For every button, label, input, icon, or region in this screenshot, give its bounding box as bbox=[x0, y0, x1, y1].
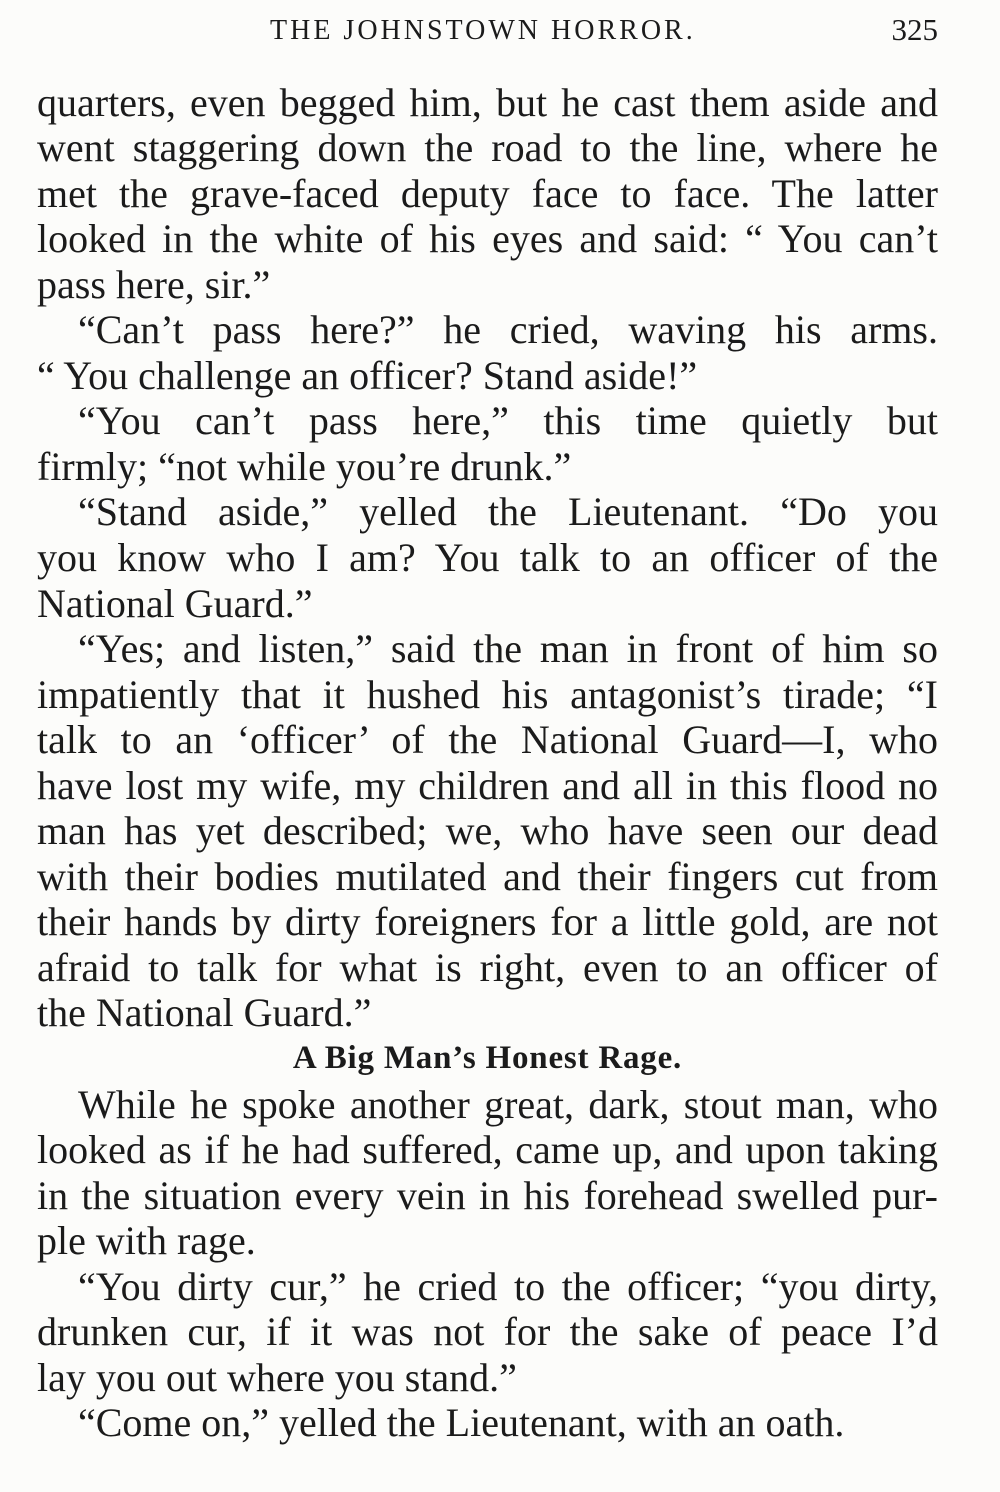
text-line: lay you out where you stand.” bbox=[37, 1354, 517, 1400]
text-line: in the situation every vein in his forehead swelled pur- bbox=[37, 1172, 938, 1218]
text-line: firmly; “not while you’re drunk.” bbox=[37, 443, 572, 489]
text-line: “You dirty cur,” he cried to the officer; “you dirty, bbox=[78, 1263, 938, 1309]
text-line: went staggering down the road to the line, where he bbox=[37, 125, 938, 171]
text-line: their hands by dirty foreigners for a little gold, are not bbox=[37, 899, 938, 945]
text-line: looked as if he had suffered, came up, and upon taking bbox=[37, 1127, 938, 1173]
text-line: afraid to talk for what is right, even to an officer of bbox=[37, 944, 938, 990]
text-line: impatiently that it hushed his antagonist’s tirade; “I bbox=[37, 671, 938, 717]
text-line: While he spoke another great, dark, stout man, who bbox=[78, 1081, 938, 1127]
text-line: quarters, even begged him, but he cast them aside and bbox=[37, 79, 938, 125]
running-head: THE JOHNSTOWN HORROR. bbox=[270, 15, 696, 46]
body-text bbox=[37, 80, 938, 1446]
text-line: “Yes; and listen,” said the man in front of him so bbox=[78, 626, 938, 672]
text-line: with their bodies mutilated and their fingers cut from bbox=[37, 853, 938, 899]
text-line: “You can’t pass here,” this time quietly but bbox=[78, 398, 938, 444]
text-line: looked in the white of his eyes and said: “ You can’t bbox=[37, 216, 938, 262]
text-line: “ You challenge an officer? Stand aside!” bbox=[37, 352, 698, 398]
text-line: ple with rage. bbox=[37, 1218, 256, 1264]
text-line: pass here, sir.” bbox=[37, 261, 271, 307]
section-heading: A Big Man’s Honest Rage. bbox=[292, 1039, 683, 1076]
text-line: “Can’t pass here?” he cried, waving his arms. bbox=[78, 307, 938, 353]
text-line: drunken cur, if it was not for the sake of peace I’d bbox=[37, 1309, 938, 1355]
text-line: National Guard.” bbox=[37, 580, 313, 626]
text-line: man has yet described; we, who have seen our dead bbox=[37, 808, 938, 854]
text-line: met the grave-faced deputy face to face. The latter bbox=[37, 170, 938, 216]
text-line: “Come on,” yelled the Lieutenant, with an oath. bbox=[78, 1400, 845, 1446]
text-line: the National Guard.” bbox=[37, 990, 372, 1036]
text-line: “Stand aside,” yelled the Lieutenant. “Do you bbox=[78, 489, 938, 535]
page-number: 325 bbox=[891, 12, 938, 47]
text-line: you know who I am? You talk to an officer of the bbox=[37, 534, 938, 580]
text-line: talk to an ‘officer’ of the National Guard—I, who bbox=[37, 717, 938, 763]
text-line: have lost my wife, my children and all in this flood no bbox=[37, 762, 938, 808]
